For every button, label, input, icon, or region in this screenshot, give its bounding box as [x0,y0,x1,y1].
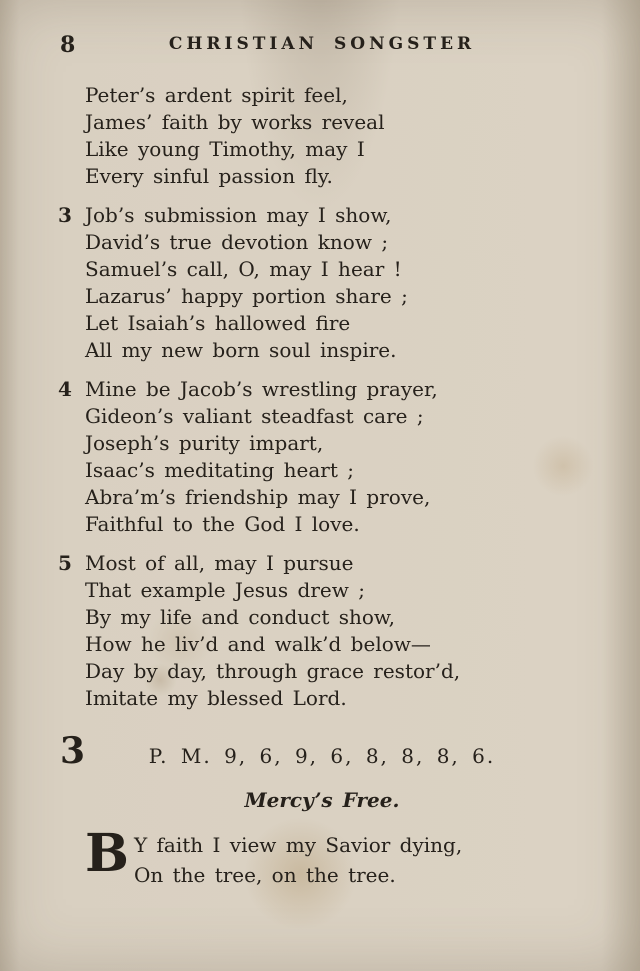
verse-line: Most of all, may I pursue [85,551,354,575]
verse-line: Every sinful passion fly. [85,164,333,188]
verse-line: Isaac’s meditating heart ; [85,458,354,482]
verse-line: Samuel’s call, O, may I hear ! [85,257,402,281]
verse-line: All my new born soul inspire. [85,338,397,362]
verse-line: By my life and conduct show, [85,605,396,629]
book-title: CHRISTIAN SONGSTER [168,34,476,54]
stanza-number: 5 [58,551,72,575]
verse-line: Gideon’s valiant steadfast care ; [85,404,424,428]
verse-line: David’s true devotion know ; [85,230,389,254]
stanza [58,82,586,190]
stanza-number [58,82,85,190]
verse-line: Faithful to the God I love. [85,512,360,536]
verse-line: Mine be Jacob’s wrestling prayer, [85,377,438,401]
stanza-lines [85,376,586,538]
stanza-number: 4 [58,377,72,401]
stanza [58,550,586,712]
stanza [58,376,586,538]
verse-line: Like young Timothy, may I [85,137,365,161]
stanza-lines [85,202,586,364]
verse-line: Day by day, through grace restor’d, [85,659,461,683]
verse-line: How he liv’d and walk’d below— [85,632,431,656]
verse-line: Job’s submission may I show, [85,203,392,227]
hymn-number: 3 [60,730,86,772]
verse-line: Imitate my blessed Lord. [85,686,347,710]
hymn-title: Mercy’s Free. [244,788,400,812]
hymn-opening-lines [85,823,586,890]
verse-line: Joseph’s purity impart, [85,431,324,455]
verse-line: Let Isaiah’s hallowed fire [85,311,351,335]
hymn-line-1: Y faith I view my Savior dying, [133,833,463,857]
page-number: 8 [60,32,77,58]
stanzas-container [58,82,586,712]
hymn-meter: P. M. 9, 6, 9, 6, 8, 8, 8, 6. [148,744,496,768]
page-header [58,30,586,64]
stanza-lines [85,82,586,190]
hymn-line-2: On the tree, on the tree. [133,863,396,887]
drop-cap: B [85,823,129,884]
stanza [58,202,586,364]
verse-line: James’ faith by works reveal [85,110,385,134]
hymn-heading [58,730,586,780]
verse-line: Lazarus’ happy portion share ; [85,284,408,308]
verse-line: That example Jesus drew ; [85,578,365,602]
stanza-number: 3 [58,203,72,227]
verse-line: Peter’s ardent spirit feel, [85,83,348,107]
stanza-lines [85,550,586,712]
verse-line: Abra’m’s friendship may I prove, [85,485,431,509]
